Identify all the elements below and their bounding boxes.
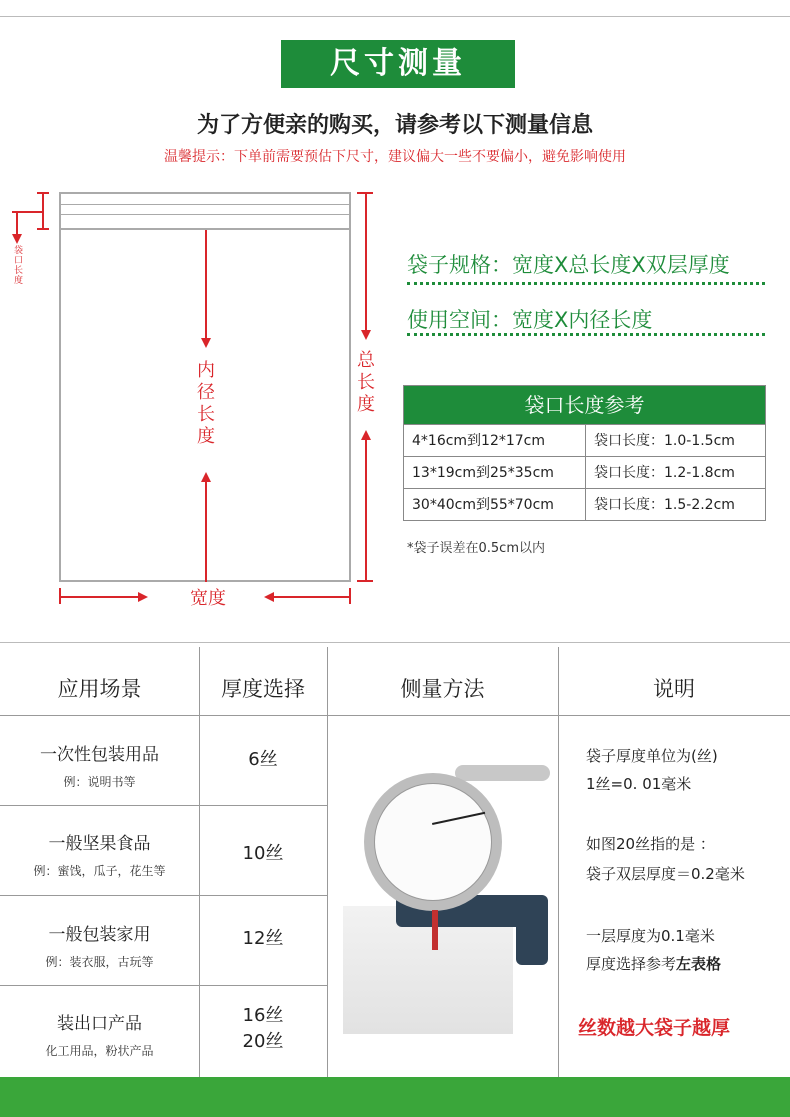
total-label: 总长度	[357, 350, 375, 415]
scene-title: 一般包装家用	[48, 925, 151, 945]
inner-line-bottom	[205, 482, 207, 582]
explain-text: 厚度选择参考	[586, 955, 677, 973]
explain-line: 如图20丝指的是 ：	[586, 835, 715, 853]
seal-line	[61, 214, 349, 215]
table-row	[404, 456, 765, 488]
scene-title: 一般坚果食品	[48, 834, 151, 854]
table-row	[0, 740, 199, 790]
tip-text: 温馨提示：下单前需要预估下尺寸，建议偏大一些不要偏小，避免影响使用	[164, 149, 626, 165]
mouth-reference-table	[403, 385, 766, 521]
section-divider	[0, 642, 790, 643]
thickness-value: 6丝	[248, 749, 278, 770]
width-line-left	[61, 596, 139, 598]
thickness-value: 10丝	[242, 843, 284, 864]
gauge-spindle-image	[432, 910, 438, 950]
scene-title: 一次性包装用品	[40, 745, 159, 765]
grid-line	[327, 647, 328, 1077]
scene-example: 化工用品，粉状产品	[45, 1044, 154, 1058]
top-divider	[0, 16, 790, 17]
scene-title: 装出口产品	[57, 1014, 142, 1034]
thickness-value: 12丝	[242, 928, 284, 949]
explain-line: 一层厚度为0.1毫米	[586, 927, 715, 945]
gauge-lever-image	[455, 765, 550, 781]
ref-mouth: 袋口长度：1.0-1.5cm	[594, 433, 735, 449]
mouth-line	[42, 192, 44, 229]
grid-line	[0, 805, 327, 806]
ref-size: 13*19cm到25*35cm	[404, 457, 586, 488]
gauge-dial-image	[374, 783, 492, 901]
emphasis-text: 丝数越大袋子越厚	[578, 1017, 731, 1039]
table-row	[0, 1009, 199, 1059]
arrow-down-icon	[12, 234, 22, 244]
width-tick	[349, 588, 351, 604]
bag-spec: 袋子规格：宽度X总长度X双层厚度	[407, 253, 730, 277]
dotted-divider	[407, 282, 765, 285]
explain-line	[586, 950, 721, 978]
ref-table-title: 袋口长度参考	[404, 386, 765, 424]
explain-bold: 左表格	[676, 955, 722, 973]
gauge-frame-image	[516, 895, 548, 965]
table-row	[404, 488, 765, 520]
explain-line: 袋子双层厚度＝0.2毫米	[586, 865, 745, 883]
total-line-top	[365, 192, 367, 332]
dotted-divider	[407, 333, 765, 336]
ref-size: 30*40cm到55*70cm	[404, 489, 586, 520]
inner-line-top	[205, 230, 207, 340]
header-thickness: 厚度选择	[221, 677, 305, 701]
error-note: *袋子误差在0.5cm以内	[407, 541, 545, 556]
arrow-down-icon	[361, 330, 371, 340]
ref-mouth: 袋口长度：1.2-1.8cm	[594, 465, 735, 481]
footer-bar	[0, 1077, 790, 1117]
page-title: 尺寸测量	[281, 40, 515, 88]
total-line-bottom	[365, 440, 367, 582]
total-tick	[357, 580, 373, 582]
header-scene: 应用场景	[57, 677, 142, 701]
subtitle: 为了方便亲的购买，请参考以下测量信息	[196, 113, 593, 138]
scene-example: 例：装衣服，古玩等	[45, 955, 154, 969]
arrow-up-icon	[201, 472, 211, 482]
explain-line: 1丝=0. 01毫米	[586, 775, 692, 793]
table-row	[0, 920, 199, 970]
grid-line	[0, 895, 327, 896]
header-method: 侧量方法	[400, 677, 485, 701]
header-explain: 说明	[653, 677, 695, 701]
grid-line	[0, 985, 327, 986]
grid-line	[0, 715, 790, 716]
table-row	[404, 424, 765, 456]
mouth-pointer	[16, 211, 18, 235]
thickness-value: 20丝	[242, 1031, 284, 1052]
mouth-label: 袋口长度	[14, 246, 24, 286]
arrow-right-icon	[138, 592, 148, 602]
thickness-value: 16丝	[242, 1005, 284, 1026]
ref-size: 4*16cm到12*17cm	[404, 425, 586, 456]
seal-line	[61, 204, 349, 205]
ref-mouth: 袋口长度：1.5-2.2cm	[594, 497, 735, 513]
arrow-left-icon	[264, 592, 274, 602]
table-row	[0, 829, 199, 879]
arrow-up-icon	[361, 430, 371, 440]
width-label: 宽度	[190, 588, 226, 609]
scene-example: 例：说明书等	[63, 775, 136, 789]
grid-line	[558, 647, 559, 1077]
explain-line: 袋子厚度单位为(丝)	[586, 747, 718, 765]
inner-label: 内径长度	[197, 360, 215, 447]
scene-example: 例：蜜饯，瓜子，花生等	[33, 864, 166, 878]
arrow-down-icon	[201, 338, 211, 348]
use-space: 使用空间：宽度X内径长度	[407, 308, 653, 332]
width-line-right	[274, 596, 350, 598]
